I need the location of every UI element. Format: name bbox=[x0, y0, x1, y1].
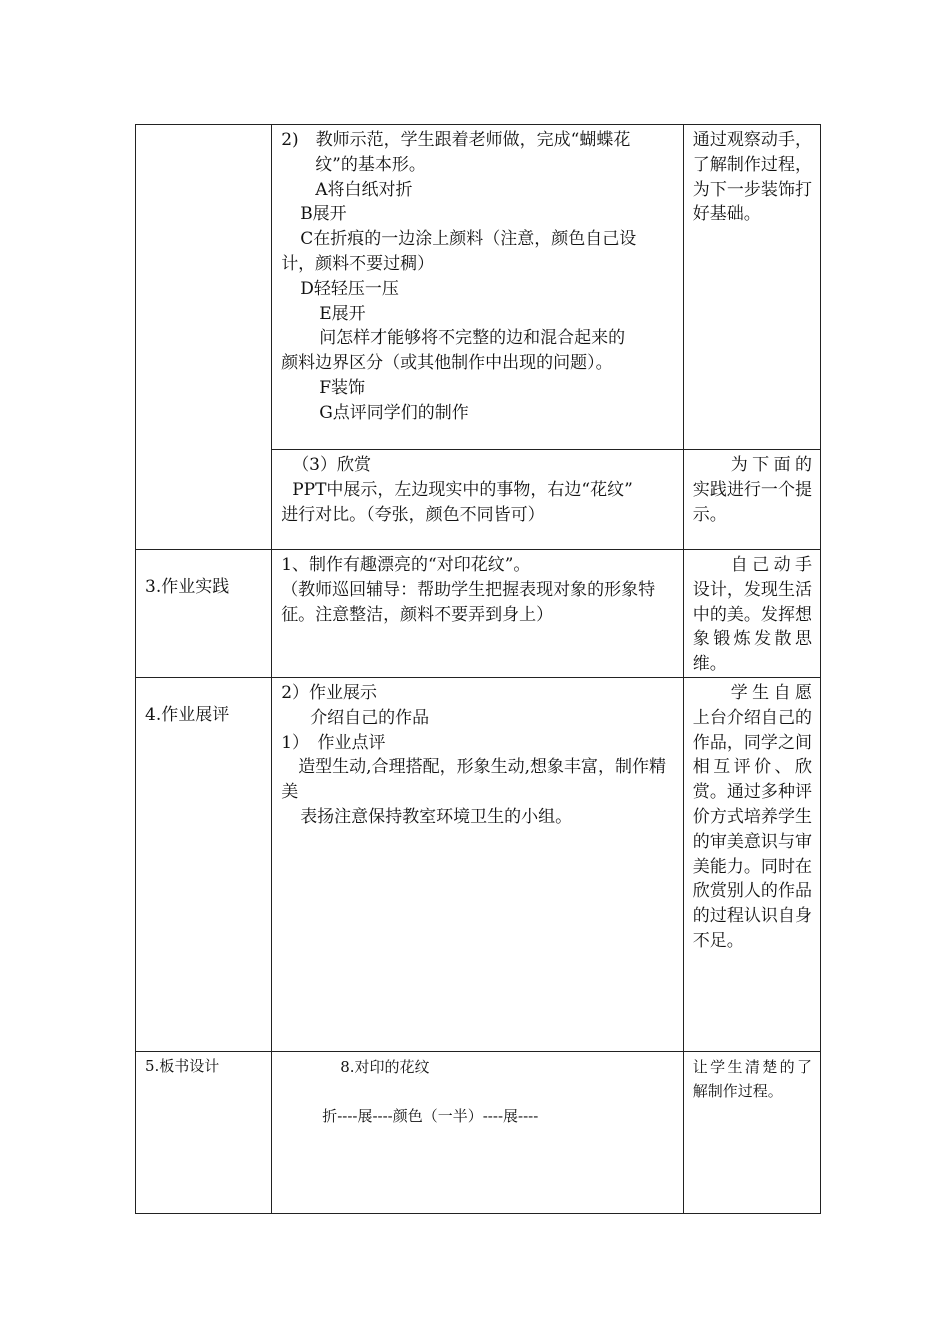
table-row bbox=[136, 1051, 821, 1213]
design-intent: 学生自愿上台介绍自己的作品，同学之间相互评价、欣赏。通过多种评价方式培养学生的审美意识与审美能力。同时在欣赏别人的作品的过程认识自身不足。 bbox=[692, 682, 812, 951]
design-intent: 通过观察动手，了解制作过程，为下一步装饰打好基础。 bbox=[692, 130, 812, 225]
step-b: B展开 bbox=[300, 204, 347, 225]
step-e: E展开 bbox=[319, 303, 366, 324]
board-flow: 折----展----颜色（一半）----展---- bbox=[322, 1106, 539, 1125]
question-text: 问怎样才能够将不完整的边和混合起来的 bbox=[319, 328, 626, 349]
step-c-cont: 计，颜料不要过稠） bbox=[281, 253, 435, 274]
stage-cell bbox=[136, 125, 272, 550]
showcase-title: 2）作业展示 bbox=[281, 682, 378, 703]
appreciation-body: PPT中展示，左边现实中的事物，右边“花纹” bbox=[292, 479, 633, 500]
practice-task: 1、制作有趣漂亮的“对印花纹”。 bbox=[281, 555, 531, 575]
note-cell bbox=[683, 450, 820, 550]
content-cell bbox=[272, 1051, 684, 1213]
note-cell bbox=[683, 550, 820, 678]
design-intent: 让学生清楚的了解制作过程。 bbox=[692, 1057, 812, 1100]
note-cell bbox=[683, 1051, 820, 1213]
table-row bbox=[136, 550, 821, 678]
board-design bbox=[272, 1052, 683, 1129]
content-cell bbox=[272, 125, 684, 450]
demo-steps bbox=[272, 125, 683, 426]
content-cell bbox=[272, 450, 684, 550]
practice-guidance: （教师巡回辅导：帮助学生把握表现对象的形象特征。注意整洁，颜料不要弄到身上） bbox=[281, 579, 656, 625]
step-text: 纹”的基本形。 bbox=[315, 154, 426, 175]
stage-cell bbox=[136, 1051, 272, 1213]
stage-label: 4.作业展评 bbox=[145, 704, 230, 725]
step-a: A将白纸对折 bbox=[315, 179, 413, 200]
step-f: F装饰 bbox=[319, 377, 365, 398]
review-criteria: 造型生动,合理搭配，形象生动,想象丰富，制作精美 bbox=[281, 757, 666, 803]
praise-text: 表扬注意保持教室环境卫生的小组。 bbox=[300, 806, 573, 827]
lesson-plan-table bbox=[135, 124, 821, 1214]
stage-label: 5.板书设计 bbox=[145, 1056, 220, 1075]
design-intent: 为下面的实践进行一个提示。 bbox=[692, 455, 812, 525]
step-g: G点评同学们的制作 bbox=[319, 402, 469, 423]
stage-label: 3.作业实践 bbox=[145, 577, 230, 597]
stage-cell bbox=[136, 550, 272, 678]
appreciation-text bbox=[272, 450, 683, 527]
step-text: 2) 教师示范，学生跟着老师做，完成“蝴蝶花 bbox=[281, 130, 631, 150]
stage-cell bbox=[136, 677, 272, 1051]
appreciation-title: （3）欣赏 bbox=[292, 455, 372, 475]
board-title: 8.对印的花纹 bbox=[340, 1057, 430, 1076]
review-title: 1） 作业点评 bbox=[281, 732, 386, 753]
appreciation-body-cont: 进行对比。（夸张，颜色不同皆可） bbox=[281, 504, 545, 525]
design-intent: 自己动手设计，发现生活中的美。发挥想象锻炼发散思维。 bbox=[692, 555, 812, 675]
evaluation-text bbox=[272, 678, 683, 830]
content-cell bbox=[272, 677, 684, 1051]
practice-text bbox=[272, 550, 683, 627]
table-row bbox=[136, 125, 821, 450]
stage-label bbox=[136, 125, 271, 147]
note-cell bbox=[683, 125, 820, 450]
step-d: D轻轻压一压 bbox=[300, 278, 399, 299]
question-text-cont: 颜料边界区分（或其他制作中出现的问题）。 bbox=[281, 353, 613, 374]
note-cell bbox=[683, 677, 820, 1051]
content-cell bbox=[272, 550, 684, 678]
step-c: C在折痕的一边涂上颜料（注意，颜色自己设 bbox=[300, 229, 637, 250]
showcase-body: 介绍自己的作品 bbox=[310, 707, 430, 728]
table-row bbox=[136, 677, 821, 1051]
